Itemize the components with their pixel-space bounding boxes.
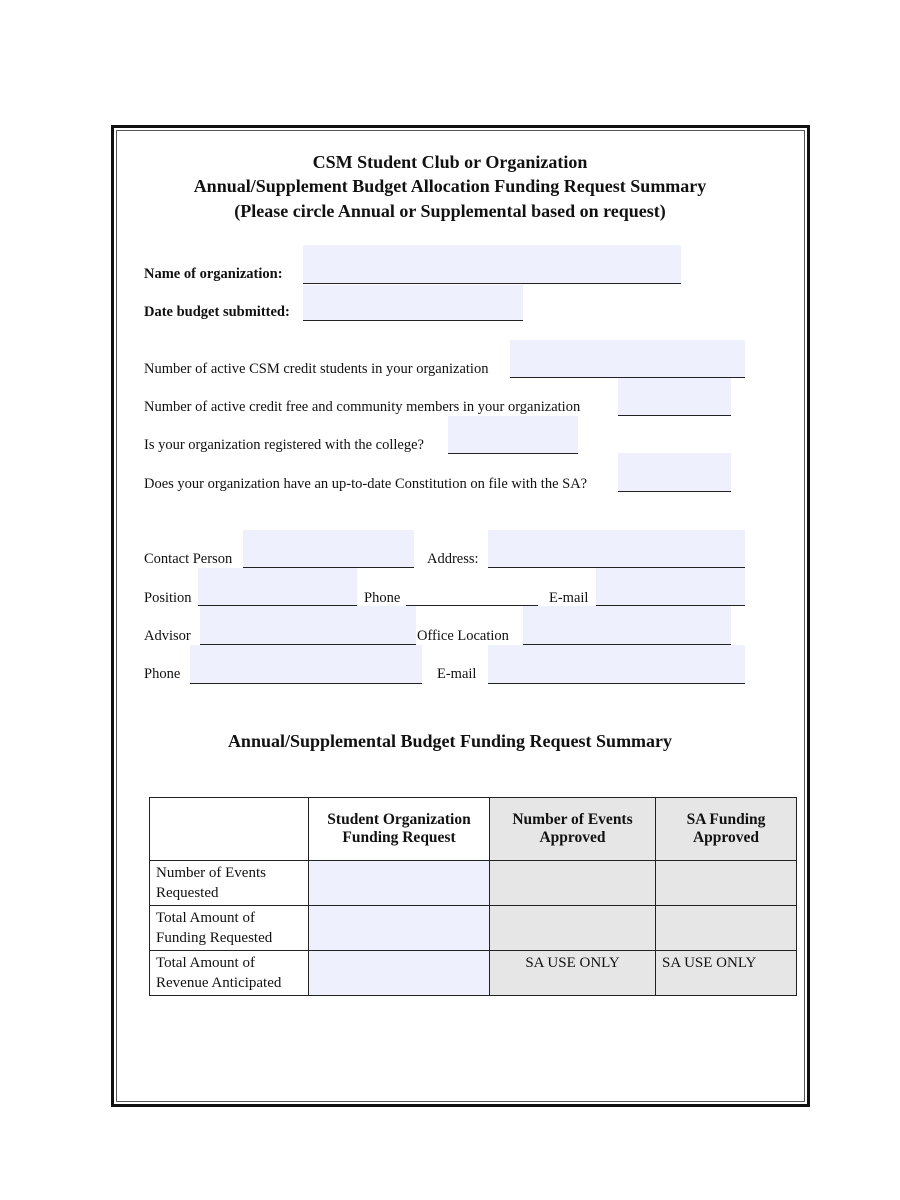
address-label: Address: xyxy=(427,551,479,567)
email2-label: E-mail xyxy=(437,666,477,682)
date-label: Date budget submitted: xyxy=(144,304,290,320)
row-label: Total Amount of Revenue Anticipated xyxy=(150,951,309,996)
title-line-1: CSM Student Club or Organization xyxy=(312,152,588,172)
sa-funding-cell xyxy=(656,861,797,906)
email-label: E-mail xyxy=(549,590,589,606)
header-sa-funding: SA Funding Approved xyxy=(656,798,797,861)
sa-funding-cell xyxy=(656,906,797,951)
office-label: Office Location xyxy=(417,628,509,644)
contact-person-label: Contact Person xyxy=(144,551,233,567)
phone2-input[interactable] xyxy=(190,645,422,684)
events-approved-cell xyxy=(490,861,656,906)
constitution-label: Does your organization have an up-to-date Constitution on file with the SA? xyxy=(144,476,588,492)
title-line-2: Annual/Supplement Budget Allocation Funding Request Summary xyxy=(193,176,707,196)
summary-title: Annual/Supplemental Budget Funding Request Summary xyxy=(227,731,673,751)
org-name-input[interactable] xyxy=(303,245,681,284)
phone-label: Phone xyxy=(364,590,401,606)
csm-students-label: Number of active CSM credit students in your organization xyxy=(144,361,489,377)
sa-funding-cell: SA USE ONLY xyxy=(656,951,797,996)
registered-label: Is your organization registered with the college? xyxy=(144,437,424,453)
email2-input[interactable] xyxy=(488,645,745,684)
email-input[interactable] xyxy=(596,568,745,606)
header-events-approved: Number of Events Approved xyxy=(490,798,656,861)
position-label: Position xyxy=(144,590,192,606)
community-input[interactable] xyxy=(618,378,731,416)
office-input[interactable] xyxy=(523,606,731,645)
table-row xyxy=(150,906,797,951)
row-label: Total Amount of Funding Requested xyxy=(150,906,309,951)
summary-table xyxy=(149,797,797,996)
csm-students-input[interactable] xyxy=(510,340,745,378)
phone-input[interactable] xyxy=(406,568,538,606)
header-org-request: Student Organization Funding Request xyxy=(309,798,490,861)
events-approved-cell: SA USE ONLY xyxy=(490,951,656,996)
advisor-label: Advisor xyxy=(144,628,191,644)
position-input[interactable] xyxy=(198,568,357,606)
org-name-label: Name of organization: xyxy=(144,266,283,282)
phone2-label: Phone xyxy=(144,666,181,682)
registered-input[interactable] xyxy=(448,416,578,454)
date-input[interactable] xyxy=(303,285,523,321)
title-line-3: (Please circle Annual or Supplemental based on request) xyxy=(234,201,666,221)
row-label: Number of Events Requested xyxy=(150,861,309,906)
request-input[interactable] xyxy=(309,861,490,906)
address-input[interactable] xyxy=(488,530,745,568)
header-blank xyxy=(150,798,309,861)
events-approved-cell xyxy=(490,906,656,951)
request-input[interactable] xyxy=(309,951,490,996)
community-label: Number of active credit free and community members in your organization xyxy=(144,399,581,415)
table-row xyxy=(150,861,797,906)
constitution-input[interactable] xyxy=(618,453,731,492)
contact-person-input[interactable] xyxy=(243,530,414,568)
request-input[interactable] xyxy=(309,906,490,951)
advisor-input[interactable] xyxy=(200,606,416,645)
table-row xyxy=(150,951,797,996)
